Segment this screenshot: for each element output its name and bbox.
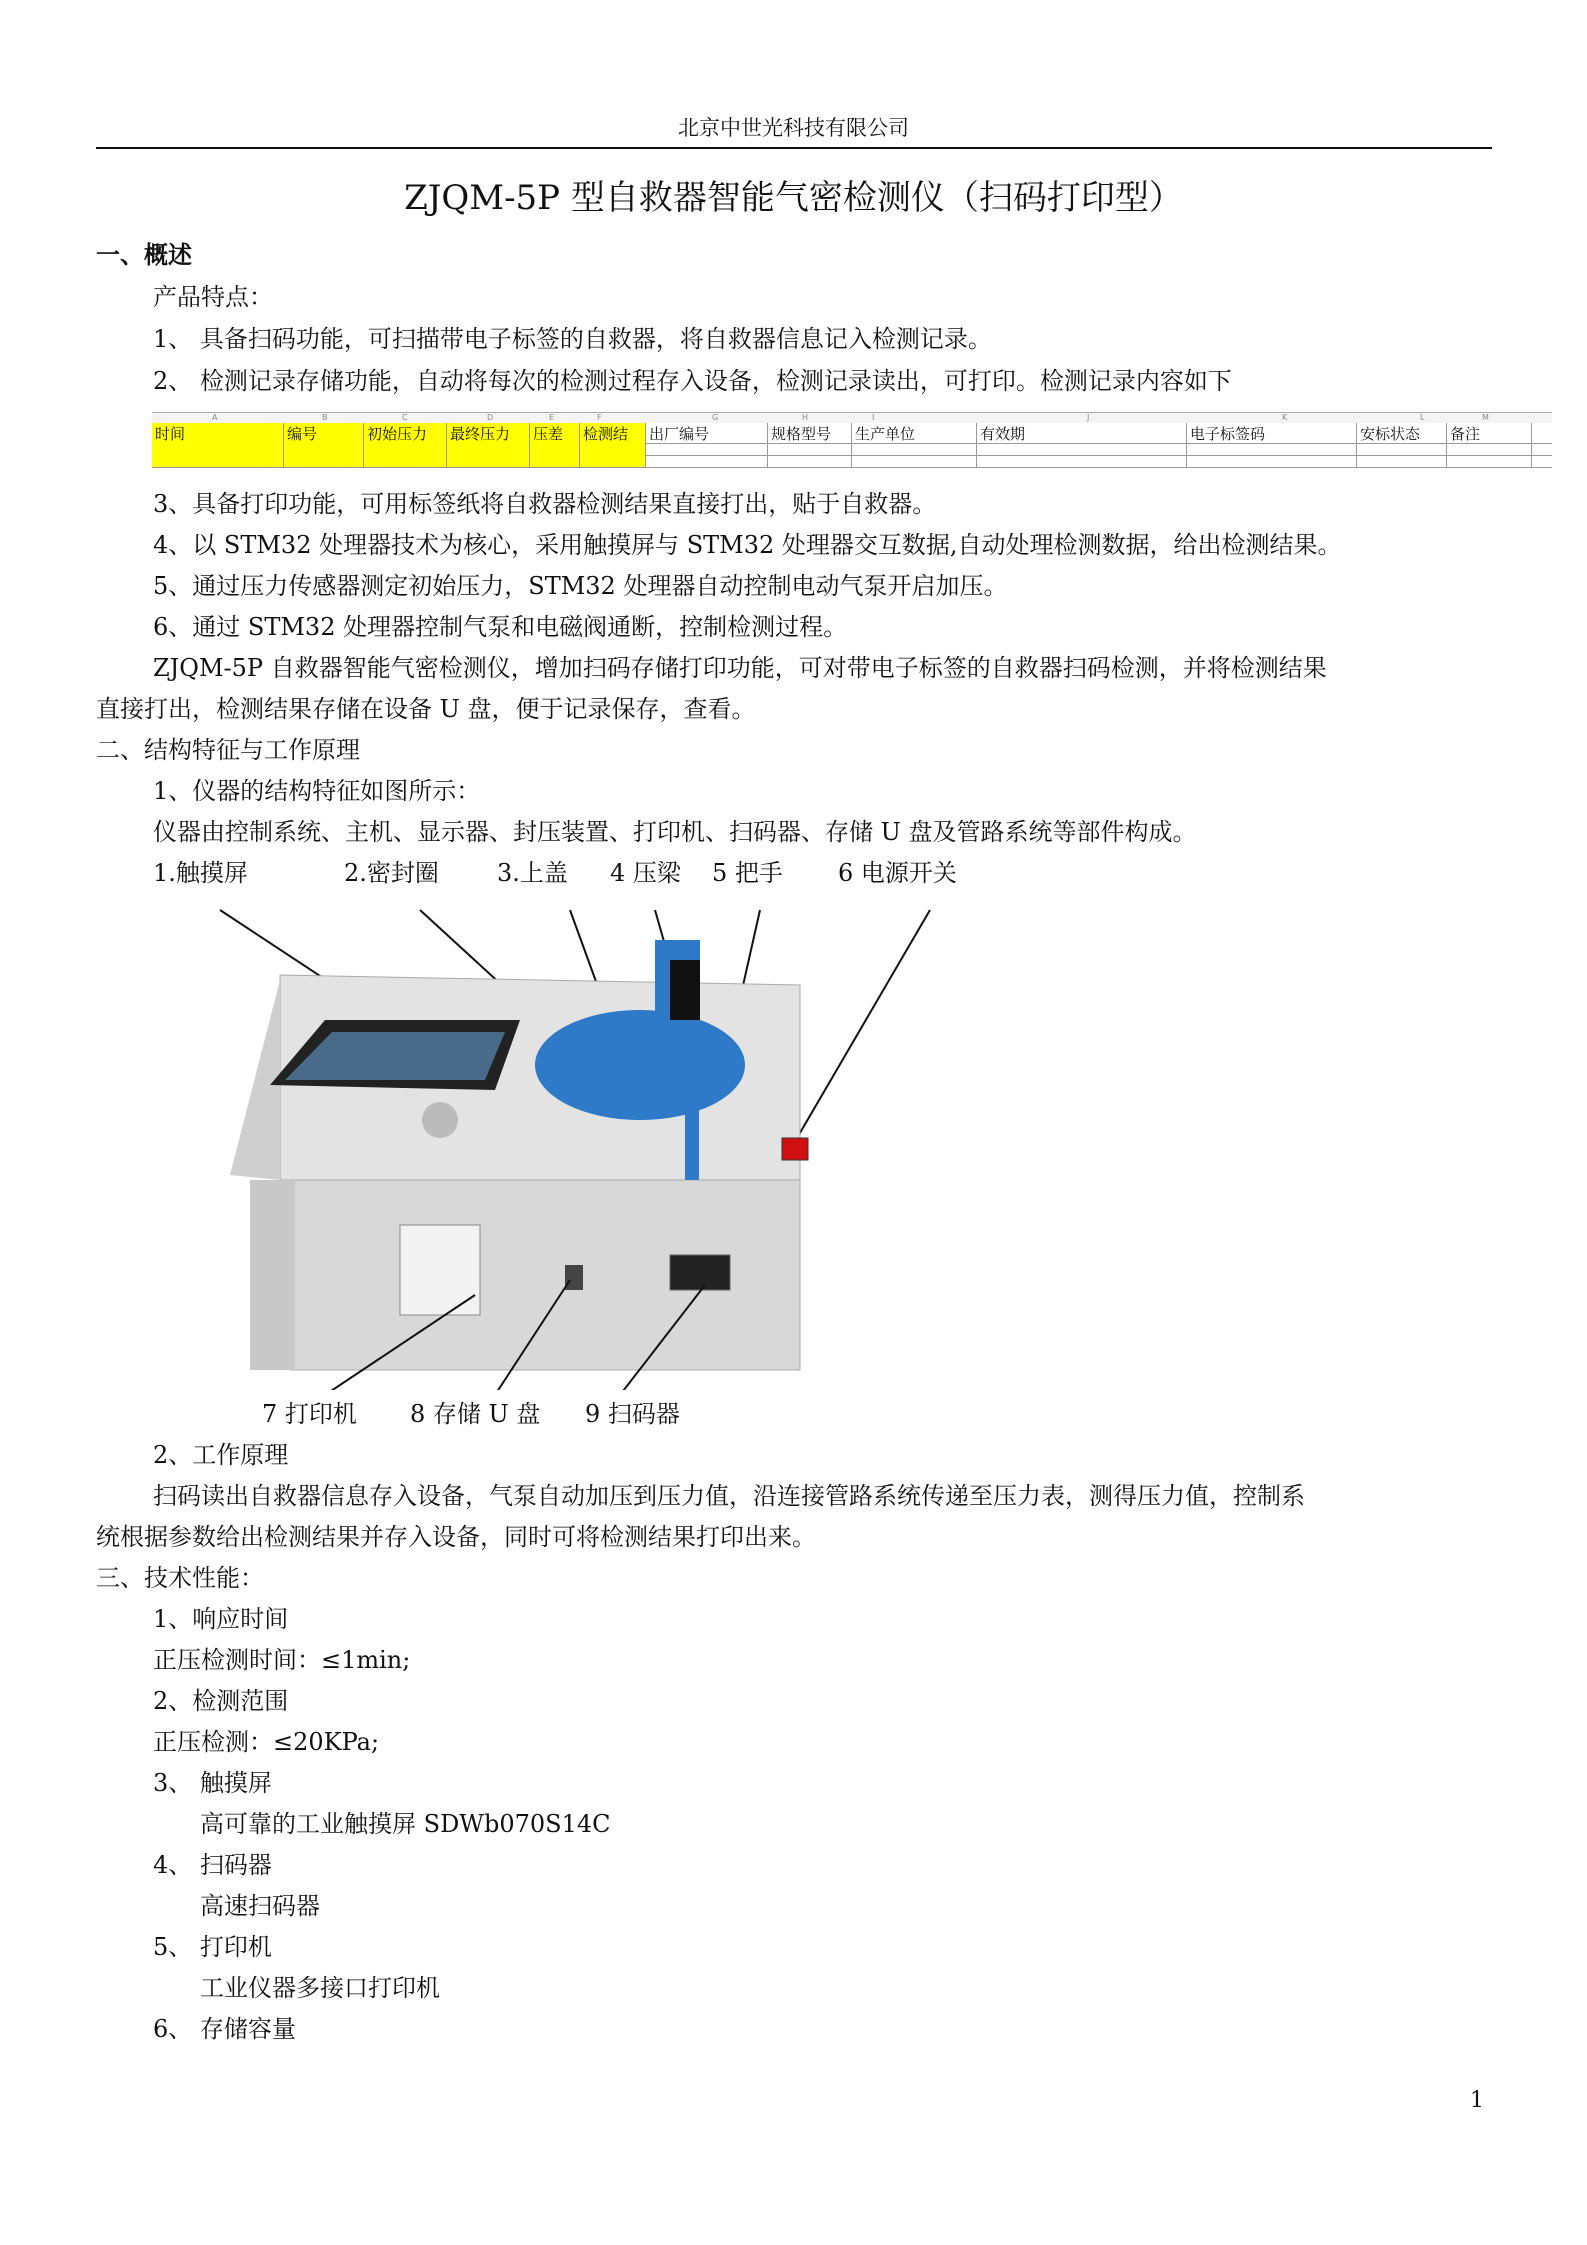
table-header-cell: 安标状态 — [1357, 423, 1447, 443]
structure-subheading: 1、仪器的结构特征如图所示： — [153, 777, 481, 805]
spec-4-value: 高速扫码器 — [200, 1892, 320, 1920]
table-header-cell: 生产单位 — [852, 423, 977, 443]
usb-slot — [565, 1265, 583, 1290]
table-header-cell: 最终压力 — [447, 423, 530, 443]
principle-subheading: 2、工作原理 — [153, 1441, 289, 1469]
col-letter: F — [597, 413, 602, 422]
callout-handle: 5 把手 — [712, 859, 783, 887]
callout-press-beam: 4 压梁 — [610, 859, 681, 887]
table-header-cell: 规格型号 — [768, 423, 852, 443]
spec-4-title: 4、 扫码器 — [153, 1851, 272, 1879]
spec-3-value: 高可靠的工业触摸屏 SDWb070S14C — [200, 1810, 611, 1838]
spec-1-value: 正压检测时间：≤1min; — [153, 1646, 411, 1674]
table-header-cell: 初始压力 — [364, 423, 447, 443]
callout-power-switch: 6 电源开关 — [838, 859, 957, 887]
structure-description: 仪器由控制系统、主机、显示器、封压装置、打印机、扫码器、存储 U 盘及管路系统等部件构成。 — [153, 818, 1197, 846]
spec-3-title: 3、 触摸屏 — [153, 1769, 272, 1797]
document-title: ZJQM-5P 型自救器智能气密检测仪（扫码打印型） — [404, 178, 1183, 218]
callout-scanner: 9 扫码器 — [585, 1400, 680, 1428]
col-letter: J — [1087, 413, 1090, 422]
callout-top-cover: 3.上盖 — [497, 859, 568, 887]
spec-5-title: 5、 打印机 — [153, 1933, 272, 1961]
callout-touchscreen: 1.触摸屏 — [153, 859, 248, 887]
table-header-cell: 备注 — [1447, 423, 1532, 443]
col-letter: D — [487, 413, 494, 422]
table-header-cell: 电子标签码 — [1187, 423, 1357, 443]
device-photo — [150, 880, 950, 1390]
col-letter: B — [322, 413, 328, 422]
company-header: 北京中世光科技有限公司 — [678, 116, 909, 140]
col-letter: E — [549, 413, 555, 422]
feature-5: 5、通过压力传感器测定初始压力，STM32 处理器自动控制电动气泵开启加压。 — [153, 572, 1008, 600]
spec-2-value: 正压检测：≤20KPa; — [153, 1728, 380, 1756]
col-letter: M — [1482, 413, 1489, 422]
summary-line-1: ZJQM-5P 自救器智能气密检测仪，增加扫码存储打印功能，可对带电子标签的自救器扫码检测，并将检测结果 — [153, 654, 1327, 682]
column-letters — [152, 413, 1552, 423]
blue-cover — [535, 1010, 745, 1120]
callout-usb-drive: 8 存储 U 盘 — [410, 1400, 541, 1428]
principle-line-1: 扫码读出自救器信息存入设备，气泵自动加压到压力值，沿连接管路系统传递至压力表，测得压力值，控制系 — [153, 1482, 1305, 1510]
printer — [400, 1225, 480, 1315]
feature-3: 3、具备打印功能，可用标签纸将自救器检测结果直接打出，贴于自救器。 — [153, 490, 937, 518]
spec-1-title: 1、响应时间 — [153, 1605, 289, 1633]
table-header-cell: 压差 — [530, 423, 580, 443]
col-letter: H — [802, 413, 809, 422]
table-header-cell: 检测结 — [580, 423, 646, 443]
table-header-cell: 出厂编号 — [646, 423, 768, 443]
feature-4: 4、以 STM32 处理器技术为核心，采用触摸屏与 STM32 处理器交互数据,自动处理检测数据，给出检测结果。 — [153, 531, 1342, 559]
table-header-row — [152, 423, 1552, 444]
section-3-heading: 三、技术性能： — [96, 1564, 264, 1592]
section-2-heading: 二、结构特征与工作原理 — [96, 736, 360, 764]
feature-2: 2、 检测记录存储功能，自动将每次的检测过程存入设备，检测记录读出，可打印。检测记录内容如下 — [153, 367, 1232, 395]
section-1-heading: 一、概述 — [96, 240, 192, 269]
col-letter: L — [1420, 413, 1425, 422]
principle-line-2: 统根据参数给出检测结果并存入设备，同时可将检测结果打印出来。 — [96, 1523, 816, 1551]
col-letter: I — [872, 413, 875, 422]
feature-6: 6、通过 STM32 处理器控制气泵和电磁阀通断，控制检测过程。 — [153, 613, 848, 641]
col-letter: C — [402, 413, 408, 422]
col-letter: K — [1282, 413, 1288, 422]
table-header-cell: 时间 — [152, 423, 284, 443]
col-letter: G — [712, 413, 719, 422]
features-intro: 产品特点： — [153, 283, 273, 311]
table-header-cell: 编号 — [284, 423, 364, 443]
page-number: 1 — [1470, 2088, 1484, 2113]
table-empty-row — [152, 455, 1552, 468]
col-letter: A — [212, 413, 218, 422]
header-rule — [96, 147, 1492, 149]
callout-seal-ring: 2.密封圈 — [344, 859, 439, 887]
spec-5-value: 工业仪器多接口打印机 — [200, 1974, 440, 2002]
table-header-cell: 有效期 — [977, 423, 1187, 443]
spec-6-title: 6、 存储容量 — [153, 2015, 296, 2043]
record-table — [152, 412, 1552, 469]
feature-1: 1、 具备扫码功能，可扫描带电子标签的自救器，将自救器信息记入检测记录。 — [153, 325, 992, 353]
scanner-window — [670, 1255, 730, 1290]
summary-line-2: 直接打出，检测结果存储在设备 U 盘，便于记录保存，查看。 — [96, 695, 756, 723]
callout-printer: 7 打印机 — [262, 1400, 357, 1428]
spec-2-title: 2、检测范围 — [153, 1687, 289, 1715]
